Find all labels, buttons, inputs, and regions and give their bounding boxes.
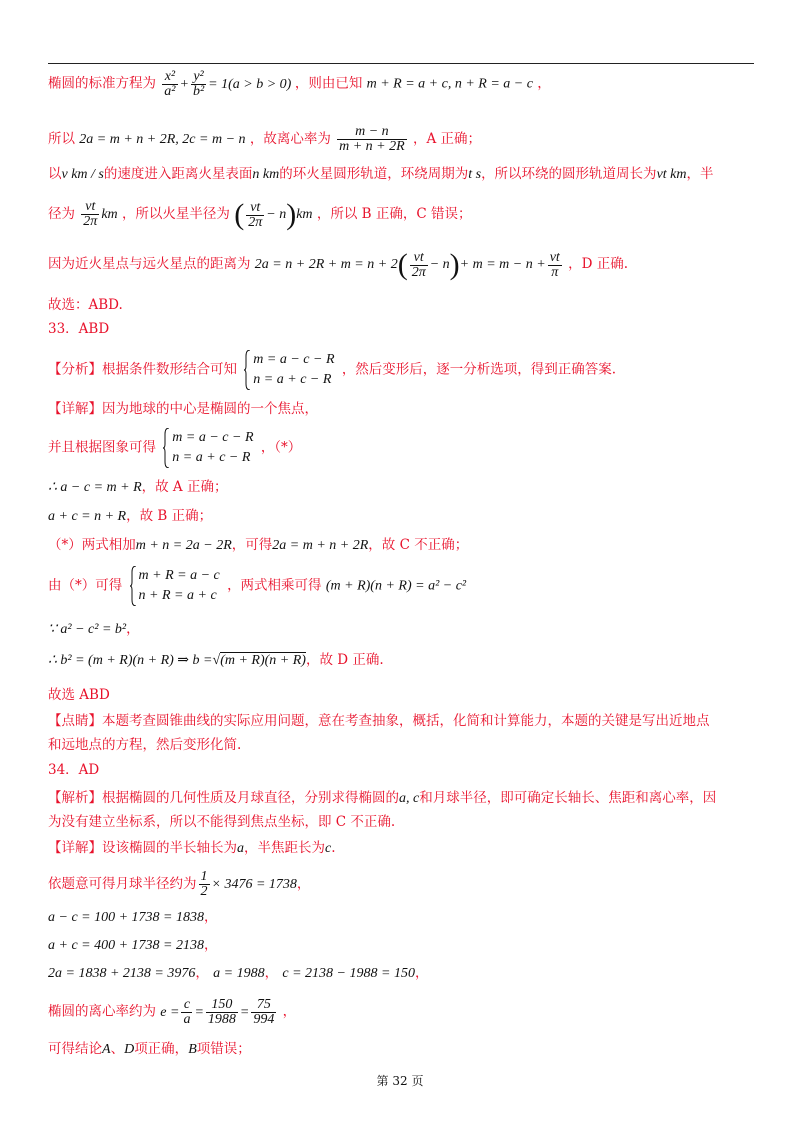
comment-33-line-1: 【点睛】本题考查圆锥曲线的实际应用问题，意在考查抽象，概括，化简和计算能力，本题的关键是写出近地点 xyxy=(48,713,710,729)
page-number: 第 32 页 xyxy=(376,1074,424,1088)
detail-34-intro: 【详解】设该椭圆的半长轴长为a，半焦距长为c. xyxy=(48,840,336,856)
detail-33-d: ∴ b² = (m + R)(n + R) ⇒ b =√(m + R)(n + R)，故 D 正确. xyxy=(48,652,384,668)
detail-33-system: 并且根据图象可得 m = a − c − R n = a + c − R ，（*） xyxy=(48,428,301,468)
detail-34-eccentricity: 椭圆的离心率约为 e = $\frac{c}{a}$ = $\frac{150}{1988}$ = $\frac{75}{994}$ ， xyxy=(48,997,297,1027)
question-33-heading: 33．ABD xyxy=(48,321,110,337)
detail-33-c: （*）两式相加m + n = 2a − 2R，可得2a = m + n + 2R，故 C 不正确； xyxy=(48,537,469,553)
text-line-6: 故选：ABD. xyxy=(48,297,123,313)
text-line-3: 以v km / s的速度进入距离火星表面n km的环火星圆形轨道，环绕周期为t s，所以环绕的圆形轨道周长为vt km，半 xyxy=(48,166,714,182)
analysis-34-line-1: 【解析】根据椭圆的几何性质及月球直径，分别求得椭圆的a, c和月球半径，即可确定长轴长、焦距和离心率，因 xyxy=(48,790,717,806)
detail-34-apc: a + c = 400 + 1738 = 2138， xyxy=(48,937,218,953)
conclusion-34: 可得结论A、D项正确，B项错误； xyxy=(48,1041,251,1057)
text: 椭圆的标准方程为 xyxy=(48,75,156,92)
text-line-4: 径为 $\frac{vt}{2\pi}$ km ，所以火星半径为 ( $\frac{vt}{2\pi}$ − n)km ，所以 B 正确，C 错误； xyxy=(48,198,472,231)
text-line-2: 所以 2a = m + n + 2R, 2c = m − n ，故离心率为 $\frac{m - n}{m + n + 2R}$ ，A 正确； xyxy=(48,124,482,154)
detail-33-product: 由（*）可得 m + R = a − c n + R = a + c ，两式相乘可得 (m + R)(n + R) = a² − c² xyxy=(48,566,466,606)
text-line-1: 椭圆的标准方程为 $\frac{\text{x²}}{\text{a²}}$ + $\frac{\text{y²}}{\text{b²}}$ = 1(a > b > 0) ，则由已知 m + R = a + c, n + R = a − c ， xyxy=(48,69,551,99)
conclusion-33: 故选 ABD xyxy=(48,687,110,703)
ellipse-equation: $\frac{\text{x²}}{\text{a²}}$ + $\frac{\text{y²}}{\text{b²}}$ = 1(a > b > 0) xyxy=(164,69,292,99)
detail-34-amc: a − c = 100 + 1738 = 1838， xyxy=(48,909,218,925)
detail-33-because: ∵ a² − c² = b²， xyxy=(48,621,140,637)
text-line-5: 因为近火星点与远火星点的距离为 2a = n + 2R + m = n + 2( $\frac{vt}{2\pi}$ − n)+ m = m − n + $\frac{vt}{\pi}$ ，D 正确. xyxy=(48,248,628,281)
question-34-heading: 34．AD xyxy=(48,762,100,778)
relation-2a: 2a = m + n + 2R, 2c = m − n xyxy=(79,132,246,147)
comment-33-line-2: 和远地点的方程，然后变形化简. xyxy=(48,737,242,753)
detail-34-radius: 依题意可得月球半径约为 $\frac{1}{2}$ × 3476 = 1738， xyxy=(48,869,311,899)
analysis-33: 【分析】根据条件数形结合可知 m = a − c − R n = a + c − R ，然后变形后，逐一分析选项，得到正确答案. xyxy=(48,350,616,390)
detail-33-intro: 【详解】因为地球的中心是椭圆的一个焦点， xyxy=(48,401,318,417)
eccentricity-fraction: $\frac{m - n}{m + n + 2R}$ xyxy=(339,124,405,154)
known-relation: m + R = a + c, n + R = a − c xyxy=(366,76,533,92)
detail-33-a: ∴ a − c = m + R，故 A 正确； xyxy=(48,479,228,495)
top-rule xyxy=(48,63,754,64)
detail-34-values: 2a = 1838 + 2138 = 3976， a = 1988， c = 2138 − 1988 = 150， xyxy=(48,965,429,981)
analysis-34-line-2: 为没有建立坐标系，所以不能得到焦点坐标，即 C 不正确. xyxy=(48,814,396,830)
detail-33-b: a + c = n + R，故 B 正确； xyxy=(48,508,213,524)
